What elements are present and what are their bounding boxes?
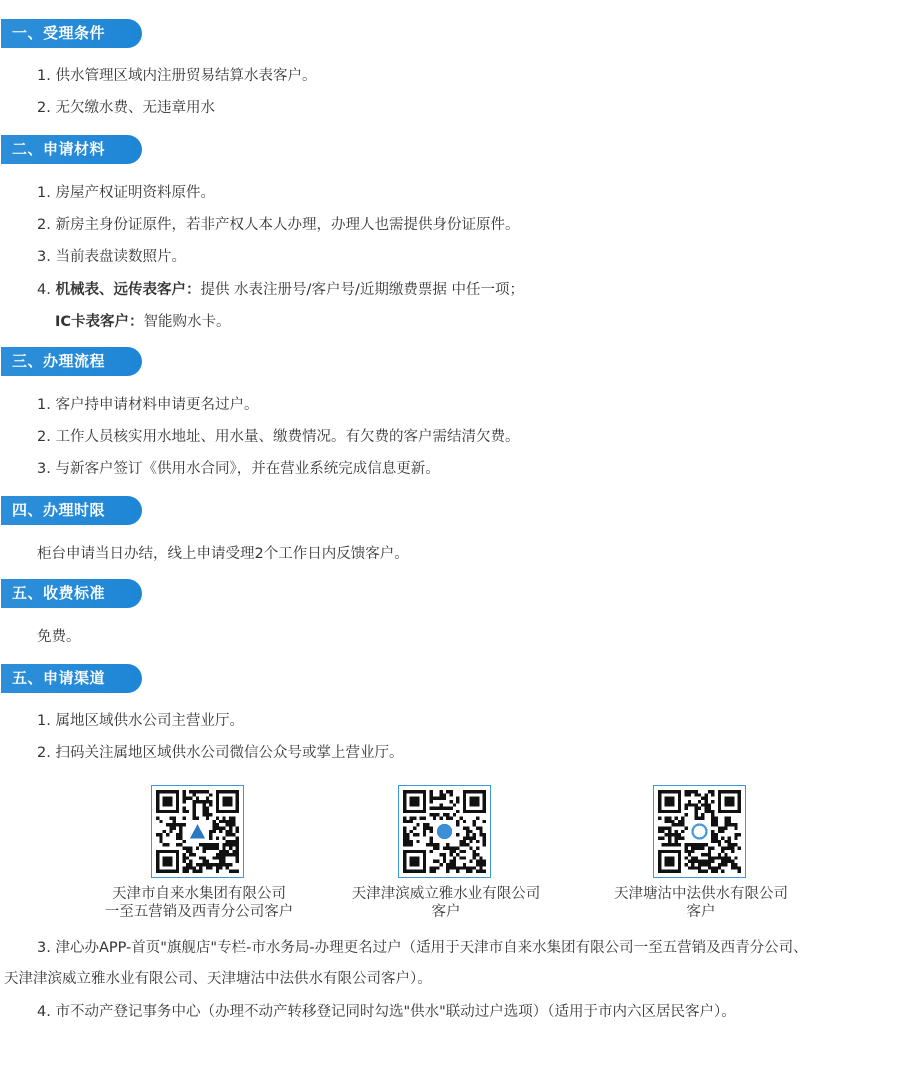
qr-caption-line: 客户	[431, 904, 461, 920]
qr-caption-line: 一至五营销及西青分公司客户	[104, 904, 294, 920]
section-title-fees: 五、收费标准	[1, 579, 142, 608]
list-item: 2. 工作人员核实用水地址、用水量、缴费情况。有欠费的客户需结清欠费。	[37, 429, 520, 445]
qr-code-icon	[156, 790, 239, 873]
list-item: 1. 供水管理区域内注册贸易结算水表客户。	[37, 68, 317, 84]
qr-caption-line: 天津塘沽中法供水有限公司	[614, 886, 788, 902]
qr-code-veolia-water[interactable]	[398, 785, 491, 878]
list-item: 3. 津心办APP-首页"旗舰店"专栏-市水务局-办理更名过户（适用于天津市自来水集团有限公司一至五营销及西青分公司、	[37, 940, 808, 956]
qr-code-tanggu-water[interactable]	[653, 785, 746, 878]
ic-card-text: 智能购水卡。	[143, 314, 231, 330]
qr-caption-tianjin-water-group	[88, 885, 310, 921]
qr-code-tianjin-water-group[interactable]	[151, 785, 244, 878]
qr-caption-line: 天津津滨威立雅水业有限公司	[351, 886, 541, 902]
list-item-number: 4.	[37, 282, 56, 298]
list-item-continuation: 天津津滨威立雅水业有限公司、天津塘沽中法供水有限公司客户）。	[4, 971, 432, 987]
section-title-time-limit: 四、办理时限	[1, 496, 142, 525]
qr-code-icon	[658, 790, 741, 873]
list-item: 3. 当前表盘读数照片。	[37, 249, 186, 265]
paragraph: 免费。	[37, 629, 81, 645]
ic-card-label: IC卡表客户：	[55, 314, 144, 330]
section-title-process: 三、办理流程	[1, 347, 142, 376]
paragraph: 柜台申请当日办结，线上申请受理2个工作日内反馈客户。	[37, 546, 409, 562]
section-title-acceptance: 一、受理条件	[1, 19, 142, 48]
list-item: 1. 房屋产权证明资料原件。	[37, 185, 215, 201]
list-item: 2. 扫码关注属地区域供水公司微信公众号或掌上营业厅。	[37, 745, 404, 761]
qr-code-icon	[403, 790, 486, 873]
section-title-channels: 五、申请渠道	[1, 664, 142, 693]
qr-caption-veolia-water	[335, 885, 557, 921]
list-item: 1. 客户持申请材料申请更名过户。	[37, 397, 259, 413]
list-item: 1. 属地区域供水公司主营业厅。	[37, 713, 244, 729]
qr-caption-tanggu-water	[590, 885, 812, 921]
list-item: 2. 无欠缴水费、无违章用水	[37, 100, 215, 116]
qr-caption-line: 客户	[686, 904, 716, 920]
list-item: 2. 新房主身份证原件，若非产权人本人办理，办理人也需提供身份证原件。	[37, 217, 520, 233]
meter-type-label: 机械表、远传表客户：	[55, 282, 201, 298]
list-item: 4. 市不动产登记事务中心（办理不动产转移登记同时勾选"供水"联动过户选项）（适用于市内六区居民客户）。	[37, 1004, 736, 1020]
meter-type-text: 提供 水表注册号/客户号/近期缴费票据 中任一项；	[200, 282, 524, 298]
list-item: 3. 与新客户签订《供用水合同》，并在营业系统完成信息更新。	[37, 461, 440, 477]
list-item	[55, 311, 231, 333]
section-title-materials: 二、申请材料	[1, 135, 142, 164]
list-item	[37, 279, 524, 301]
qr-caption-line: 天津市自来水集团有限公司	[112, 886, 286, 902]
